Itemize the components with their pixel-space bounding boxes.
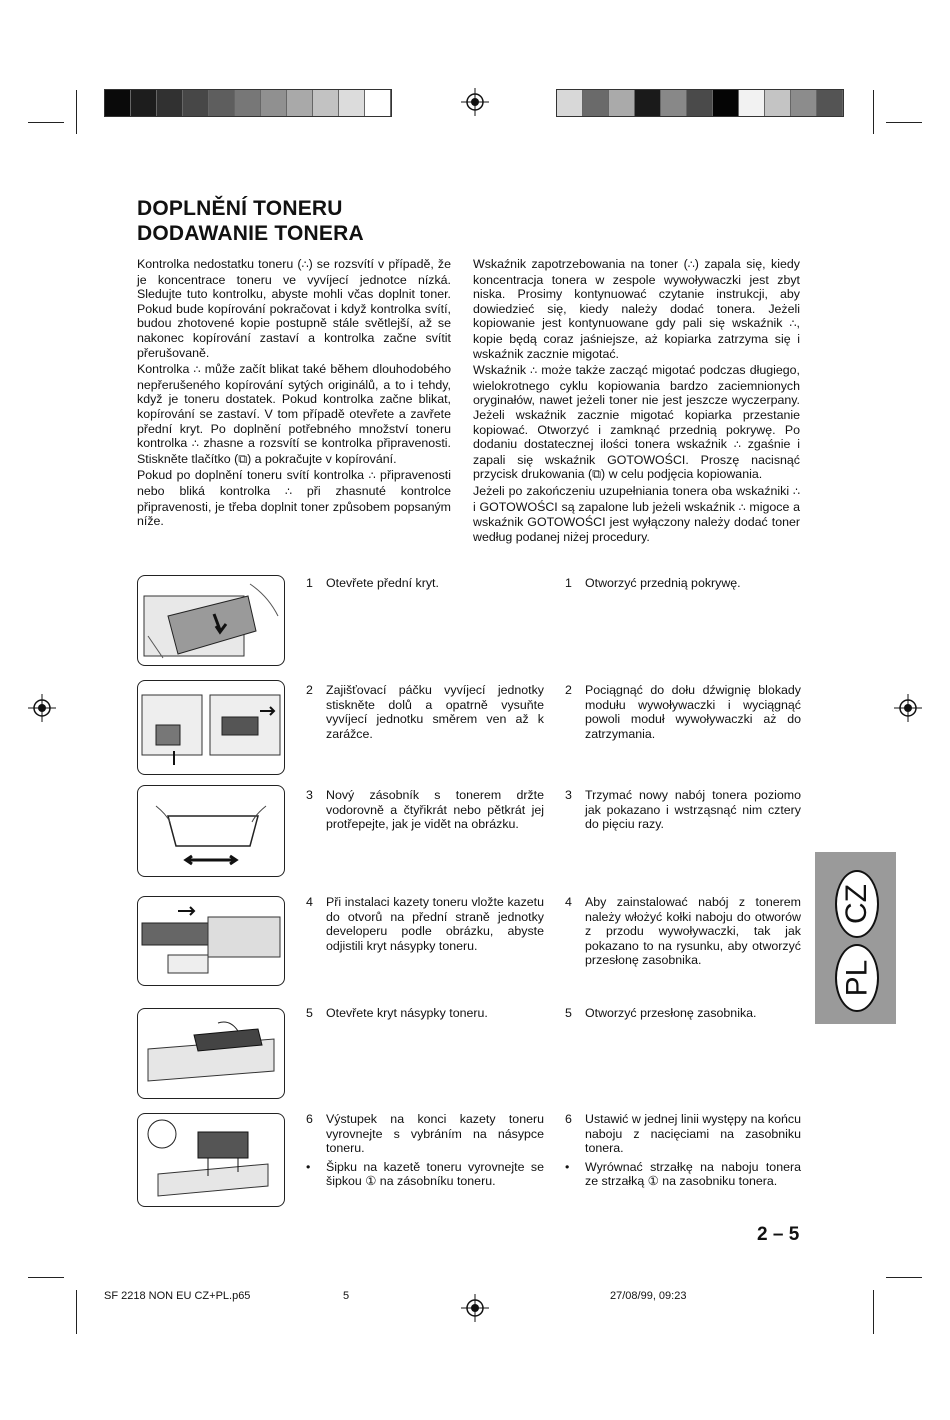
step-text: Při instalaci kazety toneru vložte kazetu do otvorů na přední straně jednotky developeru podle obrázku, abyste odjistili kryt násypky toneru. [326, 895, 544, 953]
step-number: 1 [565, 576, 572, 590]
step-cz [306, 1006, 546, 1021]
step-number: 1 [306, 576, 313, 590]
step-pl [565, 1006, 801, 1021]
color-swatch [183, 90, 209, 116]
step-text: Otworzyć przesłonę zasobnika. [585, 1006, 757, 1020]
page-title [137, 196, 364, 246]
step-number: 5 [565, 1006, 572, 1020]
color-swatch [261, 90, 287, 116]
step-number: 2 [565, 683, 572, 697]
step-text: Ustawić w jednej linii występy na końcu naboju z nacięciami na zasobniku tonera. [585, 1112, 801, 1156]
title-pl: DODAWANIE TONERA [137, 222, 364, 245]
color-swatch [157, 90, 183, 116]
step-bullet-text: Wyrównać strzałkę na naboju tonera ze strzałką ① na zasobniku tonera. [585, 1159, 801, 1189]
footer-date: 27/08/99, 09:23 [610, 1290, 687, 1302]
illustration-shake-cartridge [137, 785, 285, 877]
color-swatch [635, 90, 661, 116]
step-cz [306, 683, 544, 741]
step-pl [565, 1112, 801, 1189]
registration-mark-icon [461, 88, 489, 116]
footer-page: 5 [343, 1290, 350, 1302]
color-swatch [687, 90, 713, 116]
step-number: 6 [565, 1112, 572, 1126]
toner-icon: ∴ [301, 259, 309, 271]
step-text: Otworzyć przednią pokrywę. [585, 576, 741, 590]
grayscale-strip-left [104, 89, 392, 117]
step-text: Otevřete kryt násypky toneru. [326, 1006, 488, 1020]
color-swatch [105, 90, 131, 116]
step-text: Nový zásobník s tonerem držte vodorovně a čtyřikrát nebo pětkrát jej protřepejte, jak je vidět na obrázku. [326, 788, 544, 832]
bullet: • [565, 1159, 570, 1174]
step-pl [565, 576, 801, 591]
color-swatch [609, 90, 635, 116]
color-swatch [557, 90, 583, 116]
color-swatch [739, 90, 765, 116]
print-icon: ⧉ [592, 467, 601, 482]
step-text: Zajišťovací páčku vyvíjecí jednotky stiskněte dolů a opatrně vysuňte vyvíjecí jednotku směrem ven až k zarážce. [326, 683, 544, 741]
step-number: 2 [306, 683, 313, 697]
color-swatch [131, 90, 157, 116]
color-swatch [365, 90, 391, 116]
color-swatch [583, 90, 609, 116]
intro-pl-paragraph: Jeżeli po zakończeniu uzupełniania tonera oba wskaźniki ∴ i GOTOWOŚCI są zapalone lub jeżeli wskaźnik ∴ migoce a wskaźnik GOTOWOŚCI jest wyłączony należy dodać toner według podanej niżej procedury. [473, 483, 800, 544]
illustration-align-cartridge [137, 1113, 285, 1207]
illustration-open-hopper-cover [137, 1008, 285, 1099]
step-cz [306, 576, 546, 591]
step-pl [565, 683, 801, 741]
toner-icon: ∴ [733, 439, 741, 452]
intro-pl-paragraph: Wskaźnik ∴ może także zacząć migotać podczas długiego, wielokrotnego cyklu kopiowania bardzo zaciemnionych oryginałów, nawet jeżeli toner nie jest jeszcze wyczerpany. Jeżeli wskaźnik zacznie migotać kopiarka przestanie kopiować. Otworzyć i zamknąć przednią pokrywę. Po dodaniu dostatecznej ilości tonera wskaźnik ∴ zgaśnie i zapali się wskaźnik GOTOWOŚCI. Proszę nacisnąć przycisk drukowania (⧉) w celu podjęcia kopiowania. [473, 363, 800, 482]
step-cz [306, 1112, 544, 1189]
toner-icon: ∴ [530, 365, 538, 378]
color-swatch [791, 90, 817, 116]
illustration-insert-cartridge [137, 896, 285, 986]
intro-cz-paragraph: Kontrolka ∴ může začít blikat také během dlouhodobého nepřerušeného kopírování sytých originálů, a to i tehdy, když je toneru dostatek. Pokud kontrolka začne blikat, kopírování se zastaví. V tom případě otevřete a zavřete přední kryt. Po doplnění potřebného množství toneru kontrolka ∴ zhasne a rozsvítí se kontrolka připravenosti. Stiskněte tlačítko (⧉) a pokračujte v kopírování. [137, 362, 451, 466]
toner-icon: ∴ [789, 318, 797, 331]
intro-pl-paragraph: Wskaźnik zapotrzebowania na toner (∴) zapala się, kiedy koncentracja tonera w zespole wywoływaczki jest zbyt niska. Prosimy kontynuować czytanie instrukcji, aby dowiedzieć się, kiedy należy dodać tonera. Jeżeli kopiowanie jest kontynuowane gdy pali się wskaźnik ∴, kopie będą coraz jaśniejsze, aż kopiarka zatrzyma się i wskaźnik zacznie migotać. [473, 257, 800, 361]
color-swatch [817, 90, 843, 116]
print-icon: ⧉ [238, 451, 248, 466]
toner-icon: ∴ [191, 438, 199, 451]
footer-filename: SF 2218 NON EU CZ+PL.p65 [104, 1290, 251, 1302]
illustration-pull-developer-unit [137, 680, 285, 775]
step-cz [306, 788, 544, 832]
step-pl [565, 895, 801, 968]
step-pl [565, 788, 801, 832]
toner-icon: ∴ [368, 470, 376, 483]
step-number: 6 [306, 1112, 313, 1126]
toner-icon: ∴ [738, 501, 746, 514]
registration-mark-icon [28, 694, 56, 722]
step-text: Pociągnąć do dołu dźwignię blokady modułu wywoływaczki i wyciągnąć powoli moduł wywoływaczki aż do zatrzymania. [585, 683, 801, 741]
step-text: Výstupek na konci kazety toneru vyrovnejte s vybráním na násypce toneru. [326, 1112, 544, 1156]
intro-cz-paragraph: Kontrolka nedostatku toneru (∴) se rozsvítí v případě, že je koncentrace toneru ve vyvíjecí jednotce nízká. Sledujte tuto kontrolku, abyste mohli včas doplnit toner. Pokud bude kopírování pokračovat i když kontrolka svítí, budou zhotovené kopie postupně stále světlejší, až se nakonec kopírování zastaví a kontrolka začne svítit přerušovaně. [137, 257, 451, 360]
step-text: Otevřete přední kryt. [326, 576, 439, 590]
toner-icon: ∴ [793, 485, 800, 498]
step-text: Aby zainstalować nabój z tonerem należy włożyć kołki naboju do otworów z przodu wywoływaczki, tak jak pokazano to na rysunku, aby otworzyć przesłonę zasobnika. [585, 895, 801, 968]
step-text: Trzymać nowy nabój tonera poziomo jak pokazano i wstrząsnąć nim cztery do pięciu razy. [585, 788, 801, 832]
step-number: 3 [565, 788, 572, 802]
language-badge-cz: CZ [835, 870, 879, 938]
language-badge-pl: PL [835, 944, 879, 1012]
intro-cz-paragraph: Pokud po doplnění toneru svítí kontrolka ∴ připravenosti nebo bliká kontrolka ∴ při zhasnuté kontrolce připravenosti, je třeba doplnit toner způsobem popsaným níže. [137, 468, 451, 529]
color-swatch [661, 90, 687, 116]
illustration-open-front-cover [137, 575, 285, 666]
step-number: 4 [565, 895, 572, 909]
step-number: 3 [306, 788, 313, 802]
registration-mark-icon [461, 1294, 489, 1322]
color-swatch [339, 90, 365, 116]
step-number: 5 [306, 1006, 313, 1020]
intro-pl [473, 257, 800, 546]
toner-icon: ∴ [285, 485, 292, 498]
grayscale-strip-right [556, 89, 844, 117]
toner-icon: ∴ [193, 364, 201, 377]
step-bullet-text: Šipku na kazetě toneru vyrovnejte se šipkou ① na zásobníku toneru. [326, 1159, 544, 1189]
intro-cz [137, 257, 451, 531]
color-swatch [209, 90, 235, 116]
color-swatch [287, 90, 313, 116]
color-swatch [235, 90, 261, 116]
color-swatch [713, 90, 739, 116]
step-cz [306, 895, 544, 953]
registration-mark-icon [894, 694, 922, 722]
step-number: 4 [306, 895, 313, 909]
color-swatch [765, 90, 791, 116]
toner-icon: ∴ [687, 259, 695, 271]
page-number: 2 – 5 [757, 1224, 800, 1245]
bullet: • [306, 1159, 311, 1174]
title-cz: DOPLNĚNÍ TONERU [137, 197, 343, 220]
language-tab [815, 852, 896, 1024]
color-swatch [313, 90, 339, 116]
